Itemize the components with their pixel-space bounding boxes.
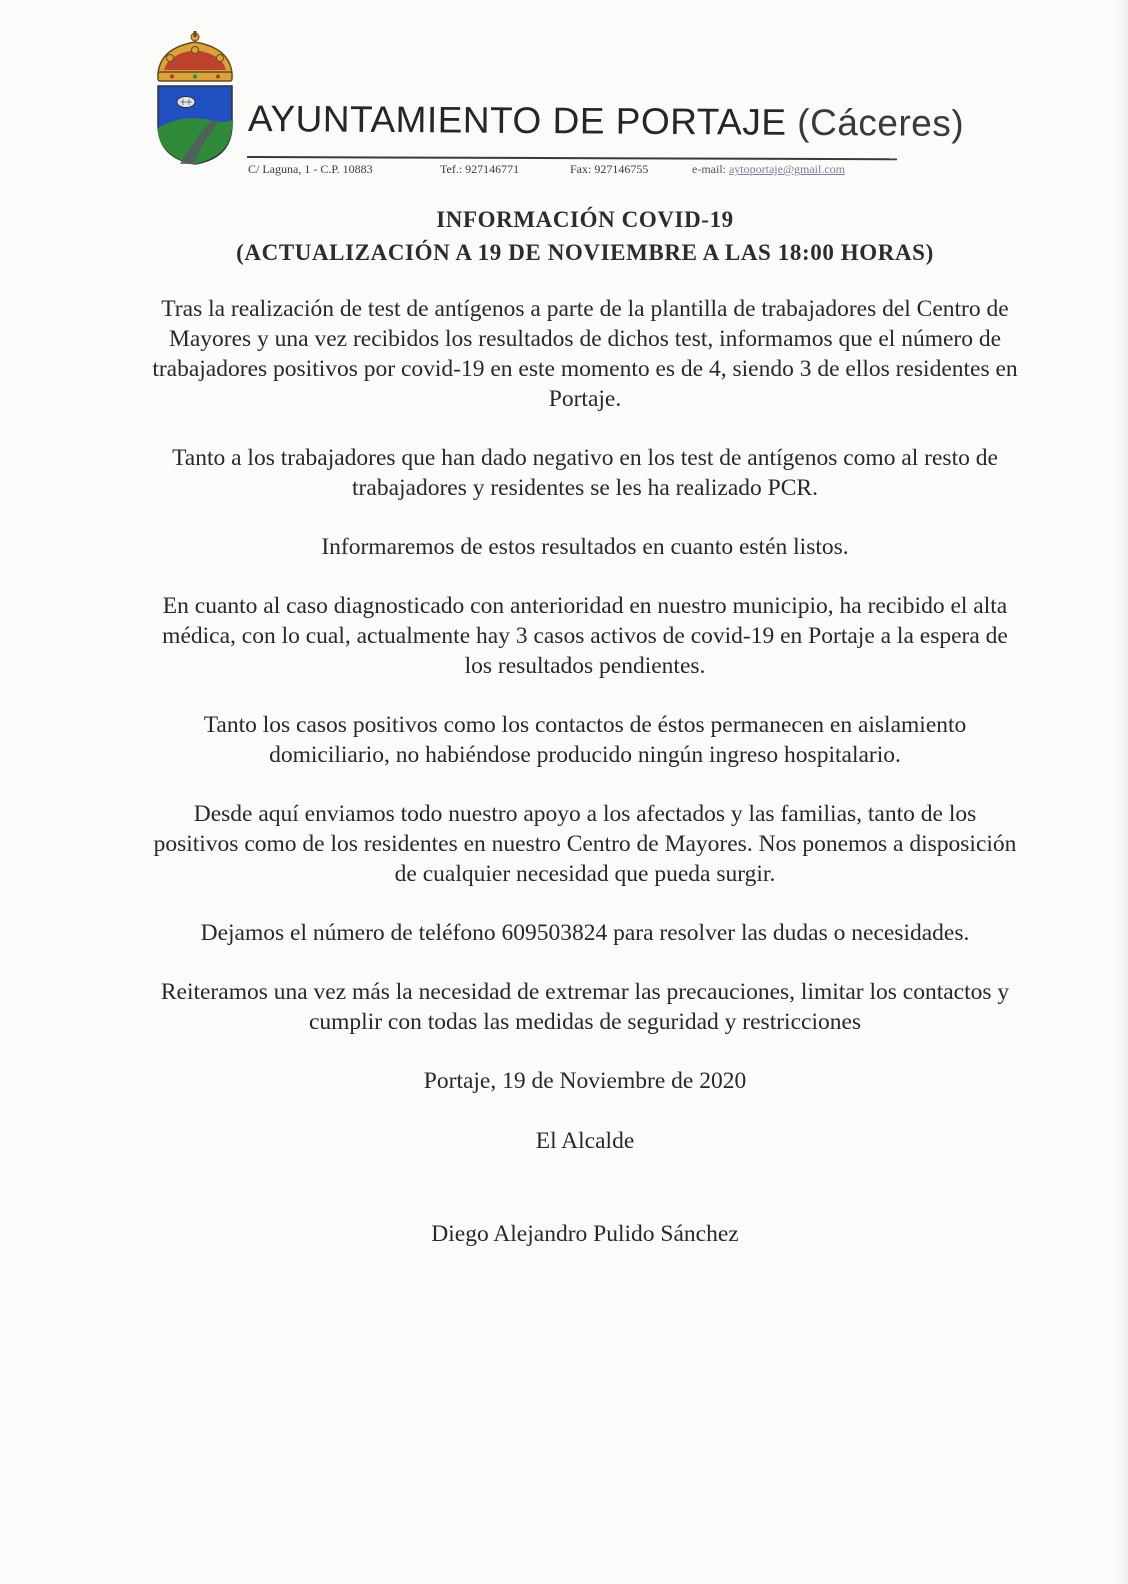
organization-name-text: AYUNTAMIENTO DE PORTAJE — [247, 98, 787, 143]
email-link[interactable]: aytoportaje@gmail.com — [728, 162, 845, 176]
letterhead — [150, 28, 965, 176]
notice-body — [150, 294, 1020, 1278]
signatory-role: El Alcalde — [535, 1128, 635, 1154]
paragraph-active-cases: En cuanto al caso diagnosticado con anterioridad en nuestro municipio, ha recibido el alta médica, con lo cual, actualmente hay 3 casos activos de covid-19 en Portaje a la espera de los resultados pendientes. — [162, 593, 1008, 679]
municipal-coat-of-arms-icon — [150, 28, 240, 168]
fax-text: Fax: 927146755 — [570, 162, 649, 176]
paragraph-precautions: Reiteramos una vez más la necesidad de extremar las precauciones, limitar los contactos y cumplir con todas las medidas de seguridad y restricciones — [160, 979, 1010, 1035]
paragraph-pending-results: Informaremos de estos resultados en cuanto estén listos. — [321, 534, 849, 560]
paragraph-phone: Dejamos el número de teléfono 609503824 para resolver las dudas o necesidades. — [200, 920, 970, 946]
paragraph-test-results: Tras la realización de test de antígenos a parte de la plantilla de trabajadores del Centro de Mayores y una vez recibidos los resultados de dichos test, informamos que el número de trabajadores positivos por covid-19 en este momento es de 4, siendo 3 de ellos residentes en Portaje. — [152, 296, 1018, 412]
notice-title-line2: (ACTUALIZACIÓN A 19 DE NOVIEMBRE A LAS 18:00 HORAS) — [236, 240, 934, 265]
email-block — [692, 162, 845, 177]
place-date: Portaje, 19 de Noviembre de 2020 — [423, 1068, 747, 1094]
phone-text: Tef.: 927146771 — [440, 162, 520, 176]
organization-name — [248, 98, 964, 145]
signatory-name: Diego Alejandro Pulido Sánchez — [431, 1221, 739, 1247]
paragraph-isolation: Tanto los casos positivos como los contactos de éstos permanecen en aislamiento domiciliario, no habiéndose producido ningún ingreso hospitalario. — [203, 712, 967, 768]
notice-title-line1: INFORMACIÓN COVID-19 — [436, 207, 734, 232]
letterhead-rule — [247, 156, 897, 160]
paragraph-pcr: Tanto a los trabajadores que han dado negativo en los test de antígenos como al resto de trabajadores y residentes se les ha realizado PCR. — [172, 445, 998, 501]
notice-title — [0, 203, 1128, 269]
address-text: C/ Laguna, 1 - C.P. 10883 — [248, 162, 373, 176]
province-name: (Cáceres) — [797, 101, 965, 144]
paragraph-support: Desde aquí enviamos todo nuestro apoyo a los afectados y las familias, tanto de los positivos como de los residentes en nuestro Centro de Mayores. Nos ponemos a disposición de cualquier necesidad que pueda surgir. — [153, 801, 1017, 887]
email-label: e-mail: — [692, 162, 726, 176]
